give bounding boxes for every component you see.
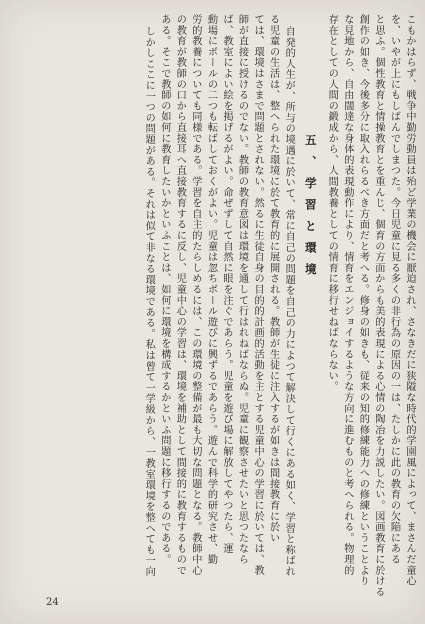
paragraph-line: しかしここに一つの問題がある。それは似て非なる環境である。私は曾て一学級から、一教室環境を整へても一向: [143, 26, 155, 577]
paragraph-line: ば、教室によい絵を掲げるがよい。命ぜずして自然に眼を注ぐであらう。児童を遊び場に解放してやつたら、運: [220, 14, 232, 554]
page-number: 24: [46, 597, 59, 608]
paragraph-line: こもかはらず、戦争中勤労動員は殆ど学業の機会に厭迫され、さなきだに狭隘な時代的学園風によって、まさんだ童心: [404, 14, 415, 587]
paragraph-line: ある。そこで教師の如何に教育したいかといふことは、如何に環境を構成するかといふ問題に移行するのである。: [158, 14, 170, 565]
paragraph-line: な見地から、自由闊達な身体的表現動作により、情育をエンジョイするような方向に進むものと考へられる。物理的: [341, 14, 353, 576]
paragraph-line: 師が直接に授けるのでない。教師の教育意図は環境を通して行はれねばならぬ。児童に観察させたいと思つたなら: [236, 14, 248, 565]
paragraph-line: 労的教養についても同様である。学習を自主的たらしめるには、この環境の整備が最も大切な問題となる。教師中心: [189, 14, 201, 576]
paragraph-line: の教育が教師の口から直接耳へ直接教育するに反し、児童中心の学習は、環境を補助として間接的に教育するもので: [174, 14, 186, 576]
paragraph-line: ては、環境はさまで問題とされない。然るに生徒自身の目的的計画的活動を主とする児童中心の学習に於いては、教: [252, 14, 264, 576]
section-gap: [296, 14, 302, 596]
paragraph-line: と思ふ。個性教育と情操教育とを重んじ、個育の方面からも美的表現による心情の陶冶を力説したい。図画教育に於ける: [372, 14, 384, 598]
section-gap: [318, 14, 324, 596]
paragraph-line: る児童の生活は、整へられた環境に於て教育的に展開される。教師が生徒に注入するが如きは間接教育に於い: [267, 14, 279, 544]
vertical-text-body: [7, 14, 417, 596]
paragraph-line: 創作の如き、今後多分に取入れらるべき方面だと考へる。修身の如きも、従来の知的修練能力への修練ということより: [357, 14, 369, 587]
paragraph-line: 存在としての人間の鍛成から、人間教養としての情育に移行せねばならない。: [326, 14, 338, 392]
paragraph-line: 動場にボールの二つも転ばしておくがよい。児童は忽ちボール遊びに興ずるであらう。遊んで科学的研究させ、勤: [205, 14, 217, 565]
paragraph-line: を、いやが上にもしばんでしまつた。今日児童に見る多くの非行為の原因の一は、たしかに此の教育の欠陥にある: [388, 14, 400, 565]
section-heading: 五、学習と環境: [303, 134, 318, 285]
paragraph-line: 自発的人生が、所与の境遇に於いて、常に自己の問題を自己の力によつて解決して行くにある如く、学習と称ばれ: [283, 26, 295, 577]
